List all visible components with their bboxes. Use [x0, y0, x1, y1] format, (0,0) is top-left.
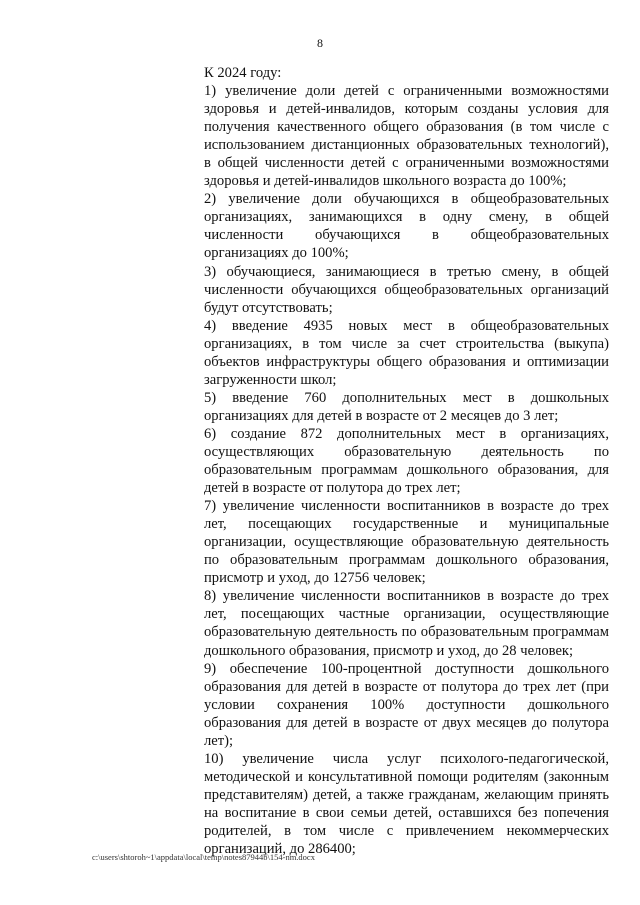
list-item-2: 2) увеличение доли обучающихся в общеобразовательных организациях, занимающихся в одну смену, в общей численности обучающихся в общеобразовательных организациях до 100%;	[204, 191, 609, 262]
page-number: 8	[317, 36, 323, 50]
list-item-10: 10) увеличение числа услуг психолого-педагогической, методической и консультативной помощи родителям (законным представителям) детей, а также гражданам, желающим принять на воспитание в свои семьи детей, оставшихся без попечения родителей, в том числе с привлечением некоммерческих организаций, до 286400;	[204, 750, 609, 858]
list-item-4: 4) введение 4935 новых мест в общеобразовательных организациях, в том числе за счет строительства (выкупа) объектов инфраструктуры общего образования и оптимизации загруженности школ;	[204, 317, 609, 388]
footer-file-path: c:\users\shtoroh~1\appdata\local\temp\notes87944b\154-nm.docx	[92, 852, 315, 862]
list-item-9: 9) обеспечение 100-процентной доступности дошкольного образования для детей в возрасте от полутора до трех лет (при условии сохранения 100% доступности дошкольного образования для детей в возрасте от двух месяцев до полутора лет);	[204, 660, 609, 749]
list-item-6: 6) создание 872 дополнительных мест в организациях, осуществляющих образовательную деятельность по образовательным программам дошкольного образования, для детей в возрасте от полутора до трех лет;	[204, 425, 609, 497]
document-body	[204, 64, 609, 858]
list-item-8: 8) увеличение численности воспитанников в возрасте до трех лет, посещающих частные организации, осуществляющие образовательную деятельность по образовательным программам дошкольного образования, присмотр и уход, до 28 человек;	[204, 588, 609, 659]
list-item-1: 1) увеличение доли детей с ограниченными возможностями здоровья и детей-инвалидов, которым созданы условия для получения качественного общего образования (в том числе с использованием дистанционных образовательных технологий), в общей численности детей с ограниченными возможностями здоровья и детей-инвалидов школьного возраста до 100%;	[204, 83, 609, 190]
list-item-3: 3) обучающиеся, занимающиеся в третью смену, в общей численности обучающихся общеобразовательных организаций будут отсутствовать;	[204, 263, 609, 316]
list-item-7: 7) увеличение численности воспитанников в возрасте до трех лет, посещающих государственные и муниципальные организации, осуществляющие образовательную деятельность по образовательным программам дошкольного образования, присмотр и уход, до 12756 человек;	[204, 498, 609, 587]
intro-line: К 2024 году:	[204, 65, 282, 81]
list-item-5: 5) введение 760 дополнительных мест в дошкольных организациях для детей в возрасте от 2 месяцев до 3 лет;	[204, 389, 609, 424]
